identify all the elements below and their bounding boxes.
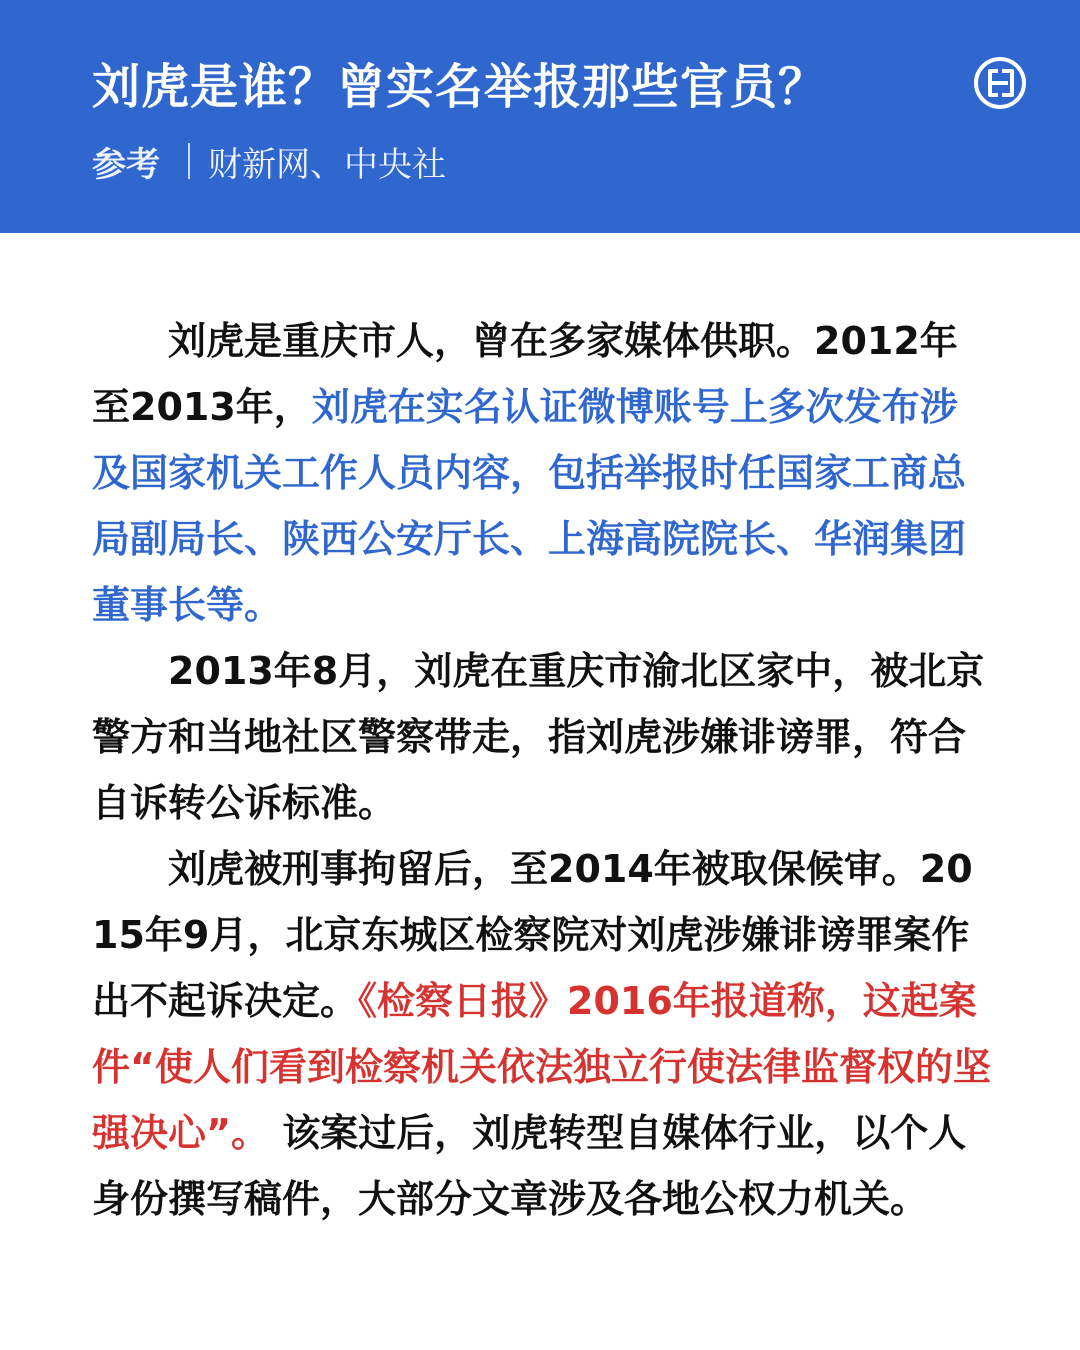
paragraph-3-text: 刘虎被刑事拘留后，至2014年被取保候审。2015年9月，北京东城区检察院对刘虎涉嫌诽谤罪案作出不起诉决定。 bbox=[92, 847, 973, 1023]
source-value: 财新网、中央社 bbox=[208, 144, 446, 185]
paragraph-1-blue-highlight: 刘虎在实名认证微博账号上多次发布涉及国家机关工作人员内容，包括举报时任国家工商总局副局长、陕西公安厅长、上海高院院长、华润集团董事长等。 bbox=[92, 385, 967, 627]
paragraph-3 bbox=[92, 836, 992, 1232]
source-line bbox=[92, 136, 446, 186]
paragraph-2 bbox=[92, 638, 992, 836]
paragraph-1 bbox=[92, 308, 992, 638]
page-title: 刘虎是谁？曾实名举报那些官员？ bbox=[92, 59, 828, 115]
header-banner bbox=[0, 0, 1080, 233]
paragraph-3-text-end: 该案过后，刘虎转型自媒体行业，以个人身份撰写稿件，大部分文章涉及各地公权力机关。 bbox=[92, 1111, 967, 1221]
paragraph-2-text: 2013年8月，刘虎在重庆市渝北区家中，被北京警方和当地社区警察带走，指刘虎涉嫌诽谤罪，符合自诉转公诉标准。 bbox=[92, 649, 985, 825]
paragraph-3-red-highlight: 《检察日报》2016年报道称，这起案件“使人们看到检察机关依法独立行使法律监督权的坚强决心”。 bbox=[92, 979, 991, 1155]
source-label: 参考 bbox=[92, 144, 160, 185]
round-c-logo-icon bbox=[972, 55, 1028, 111]
source-divider bbox=[188, 143, 190, 179]
article-body bbox=[92, 308, 992, 1232]
paragraph-1-text: 刘虎是重庆市人，曾在多家媒体供职。2012年至2013年， bbox=[92, 319, 958, 429]
